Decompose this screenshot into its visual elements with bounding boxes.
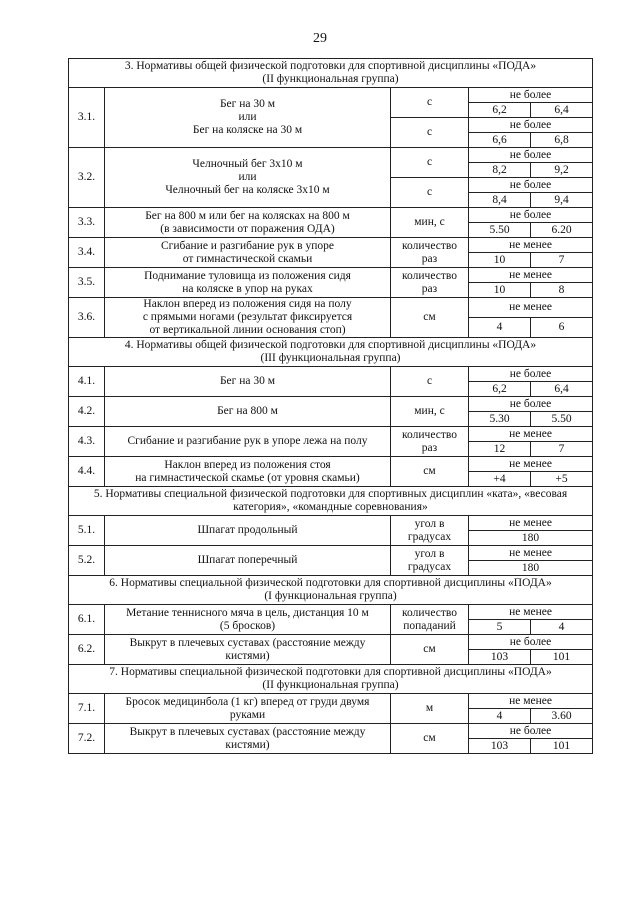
unit-cell: с <box>391 367 469 397</box>
section-title <box>69 576 593 605</box>
exercise-name <box>105 635 391 665</box>
standards-table <box>68 58 593 754</box>
exercise-line: Челночный бег 3х10 м <box>192 158 303 170</box>
unit-cell: мин, с <box>391 208 469 238</box>
table-row <box>69 208 593 223</box>
unit-cell: количество раз <box>391 268 469 298</box>
row-number: 3.1. <box>69 88 105 148</box>
value-boys: 8,2 <box>469 163 531 178</box>
unit-cell: см <box>391 724 469 754</box>
exercise-line: кистями) <box>225 649 270 662</box>
section-title-text: 7. Нормативы специальной физической подготовки для спортивной дисциплины «ПОДА» <box>109 666 552 678</box>
condition-cell: не более <box>469 178 593 193</box>
exercise-line: Поднимание туловища из положения сидя <box>144 269 351 282</box>
section-header-row <box>69 59 593 88</box>
value-girls: 6,4 <box>531 103 593 118</box>
table-row <box>69 298 593 318</box>
value-girls: +5 <box>531 472 593 487</box>
value-boys: 103 <box>469 739 531 754</box>
table-row <box>69 238 593 253</box>
value-girls: 7 <box>531 442 593 457</box>
row-number: 4.3. <box>69 427 105 457</box>
exercise-line: Челночный бег на коляске 3х10 м <box>165 184 330 196</box>
unit-cell: мин, с <box>391 397 469 427</box>
value-girls: 9,4 <box>531 193 593 208</box>
exercise-name <box>105 694 391 724</box>
exercise-line: Бег на 800 м или бег на колясках на 800 м <box>145 209 350 222</box>
unit-cell: с <box>391 178 469 208</box>
condition-cell: не менее <box>469 516 593 531</box>
condition-cell: не менее <box>469 298 593 318</box>
section-subtitle: (III функциональная группа) <box>260 352 401 364</box>
section-title <box>69 59 593 88</box>
section-title <box>69 665 593 694</box>
exercise-name <box>105 427 391 457</box>
condition-cell: не менее <box>469 457 593 472</box>
exercise-name <box>105 546 391 576</box>
value-boys: 4 <box>469 318 531 338</box>
row-number: 7.2. <box>69 724 105 754</box>
section-title-text: 6. Нормативы специальной физической подготовки для спортивной дисциплины «ПОДА» <box>109 577 552 589</box>
table-row <box>69 546 593 561</box>
condition-cell: не менее <box>469 238 593 253</box>
table-row <box>69 516 593 531</box>
exercise-line: на гимнастической скамье (от уровня скамьи) <box>135 471 360 484</box>
unit-cell: количество раз <box>391 238 469 268</box>
condition-cell: не более <box>469 367 593 382</box>
condition-cell: не более <box>469 88 593 103</box>
value-girls: 6.20 <box>531 223 593 238</box>
value-girls: 101 <box>531 650 593 665</box>
exercise-line: от вертикальной линии основания стоп) <box>149 324 346 336</box>
section-header-row <box>69 487 593 516</box>
exercise-line: (в зависимости от поражения ОДА) <box>160 222 335 235</box>
value-boys: 103 <box>469 650 531 665</box>
exercise-line: Наклон вперед из положения сидя на полу <box>143 298 352 310</box>
row-number: 3.2. <box>69 148 105 208</box>
value-boys: 10 <box>469 253 531 268</box>
condition-cell: не менее <box>469 605 593 620</box>
row-number: 6.2. <box>69 635 105 665</box>
exercise-name <box>105 397 391 427</box>
section-header-row <box>69 338 593 367</box>
value-girls: 101 <box>531 739 593 754</box>
unit-cell: с <box>391 148 469 178</box>
row-number: 5.2. <box>69 546 105 576</box>
value-girls: 9,2 <box>531 163 593 178</box>
unit-cell: см <box>391 457 469 487</box>
row-number: 7.1. <box>69 694 105 724</box>
table-row <box>69 397 593 412</box>
value-girls: 5.50 <box>531 412 593 427</box>
exercise-line: (5 бросков) <box>219 619 276 632</box>
row-number: 4.2. <box>69 397 105 427</box>
condition-cell: не более <box>469 118 593 133</box>
section-title <box>69 487 593 516</box>
exercise-line: или <box>238 111 257 123</box>
value-boys: 8,4 <box>469 193 531 208</box>
value-girls: 6,4 <box>531 382 593 397</box>
condition-cell: не более <box>469 148 593 163</box>
section-subtitle: (II функциональная группа) <box>262 73 399 85</box>
section-title-text: 4. Нормативы общей физической подготовки для спортивной дисциплины «ПОДА» <box>124 339 537 351</box>
exercise-line: Бег на 800 м <box>217 405 278 417</box>
exercise-name <box>105 208 391 238</box>
row-number: 4.4. <box>69 457 105 487</box>
exercise-line: Бросок медицинбола (1 кг) вперед от груди двумя <box>125 695 370 708</box>
unit-cell: угол в градусах <box>391 516 469 546</box>
section-title-text: 5. Нормативы специальной физической подготовки для спортивных дисциплин «ката», «весовая категория», «командные соревнования» <box>93 488 568 513</box>
row-number: 6.1. <box>69 605 105 635</box>
value-boys: +4 <box>469 472 531 487</box>
section-subtitle: (I функциональная группа) <box>264 590 397 602</box>
page-number: 29 <box>313 31 327 46</box>
section-header-row <box>69 576 593 605</box>
table-row <box>69 457 593 472</box>
exercise-name <box>105 724 391 754</box>
condition-cell: не более <box>469 208 593 223</box>
exercise-name <box>105 298 391 338</box>
exercise-line: кистями) <box>225 738 270 751</box>
exercise-name <box>105 367 391 397</box>
condition-cell: не менее <box>469 546 593 561</box>
condition-cell: не более <box>469 635 593 650</box>
exercise-line: Наклон вперед из положения стоя <box>164 458 331 471</box>
value-boys: 5.50 <box>469 223 531 238</box>
exercise-line: Выкрут в плечевых суставах (расстояние между <box>129 725 366 738</box>
unit-cell: количество попаданий <box>391 605 469 635</box>
value-girls: 6 <box>531 318 593 338</box>
value-girls: 4 <box>531 620 593 635</box>
exercise-line: Шпагат продольный <box>197 524 298 536</box>
exercise-line: Метание теннисного мяча в цель, дистанция 10 м <box>126 606 369 619</box>
table-row <box>69 694 593 709</box>
unit-cell: количество раз <box>391 427 469 457</box>
table-row <box>69 367 593 382</box>
section-title-text: 3. Нормативы общей физической подготовки для спортивной дисциплины «ПОДА» <box>124 60 537 72</box>
value-girls: 6,8 <box>531 133 593 148</box>
exercise-line: руками <box>229 708 266 721</box>
value-girls: 8 <box>531 283 593 298</box>
standards-sheet <box>68 58 592 754</box>
exercise-line: от гимнастической скамьи <box>182 252 313 265</box>
exercise-line: с прямыми ногами (результат фиксируется <box>142 311 353 323</box>
exercise-line: Выкрут в плечевых суставах (расстояние между <box>129 636 366 649</box>
value-girls: 3.60 <box>531 709 593 724</box>
unit-cell: с <box>391 88 469 118</box>
value-girls: 7 <box>531 253 593 268</box>
condition-cell: не более <box>469 724 593 739</box>
exercise-name <box>105 148 391 208</box>
exercise-line: на коляске в упор на руках <box>182 282 313 295</box>
unit-cell: см <box>391 298 469 338</box>
table-row <box>69 148 593 163</box>
exercise-name <box>105 457 391 487</box>
exercise-name <box>105 605 391 635</box>
value-boys: 5.30 <box>469 412 531 427</box>
value-boys: 4 <box>469 709 531 724</box>
unit-cell: м <box>391 694 469 724</box>
value-boys: 10 <box>469 283 531 298</box>
value-both: 180 <box>469 531 593 546</box>
exercise-line: Бег на 30 м <box>219 375 276 387</box>
exercise-line: Сгибание и разгибание рук в упоре лежа на полу <box>127 435 368 447</box>
row-number: 3.5. <box>69 268 105 298</box>
exercise-line: или <box>238 171 257 183</box>
exercise-line: Бег на 30 м <box>219 98 276 110</box>
row-number: 3.3. <box>69 208 105 238</box>
condition-cell: не более <box>469 397 593 412</box>
value-boys: 6,6 <box>469 133 531 148</box>
exercise-name <box>105 268 391 298</box>
table-row <box>69 724 593 739</box>
exercise-line: Сгибание и разгибание рук в упоре <box>161 239 334 252</box>
row-number: 5.1. <box>69 516 105 546</box>
unit-cell: с <box>391 118 469 148</box>
value-boys: 12 <box>469 442 531 457</box>
exercise-line: Шпагат поперечный <box>197 554 298 566</box>
exercise-name <box>105 238 391 268</box>
exercise-line: Бег на коляске на 30 м <box>192 124 303 136</box>
row-number: 3.6. <box>69 298 105 338</box>
value-both: 180 <box>469 561 593 576</box>
condition-cell: не менее <box>469 427 593 442</box>
condition-cell: не менее <box>469 268 593 283</box>
section-header-row <box>69 665 593 694</box>
table-row <box>69 427 593 442</box>
row-number: 4.1. <box>69 367 105 397</box>
condition-cell: не менее <box>469 694 593 709</box>
exercise-name <box>105 88 391 148</box>
section-subtitle: (II функциональная группа) <box>262 679 399 691</box>
table-row <box>69 605 593 620</box>
value-boys: 5 <box>469 620 531 635</box>
section-title <box>69 338 593 367</box>
unit-cell: угол в градусах <box>391 546 469 576</box>
row-number: 3.4. <box>69 238 105 268</box>
unit-cell: см <box>391 635 469 665</box>
table-row <box>69 88 593 103</box>
table-row <box>69 268 593 283</box>
value-boys: 6,2 <box>469 103 531 118</box>
exercise-name <box>105 516 391 546</box>
value-boys: 6,2 <box>469 382 531 397</box>
table-row <box>69 635 593 650</box>
